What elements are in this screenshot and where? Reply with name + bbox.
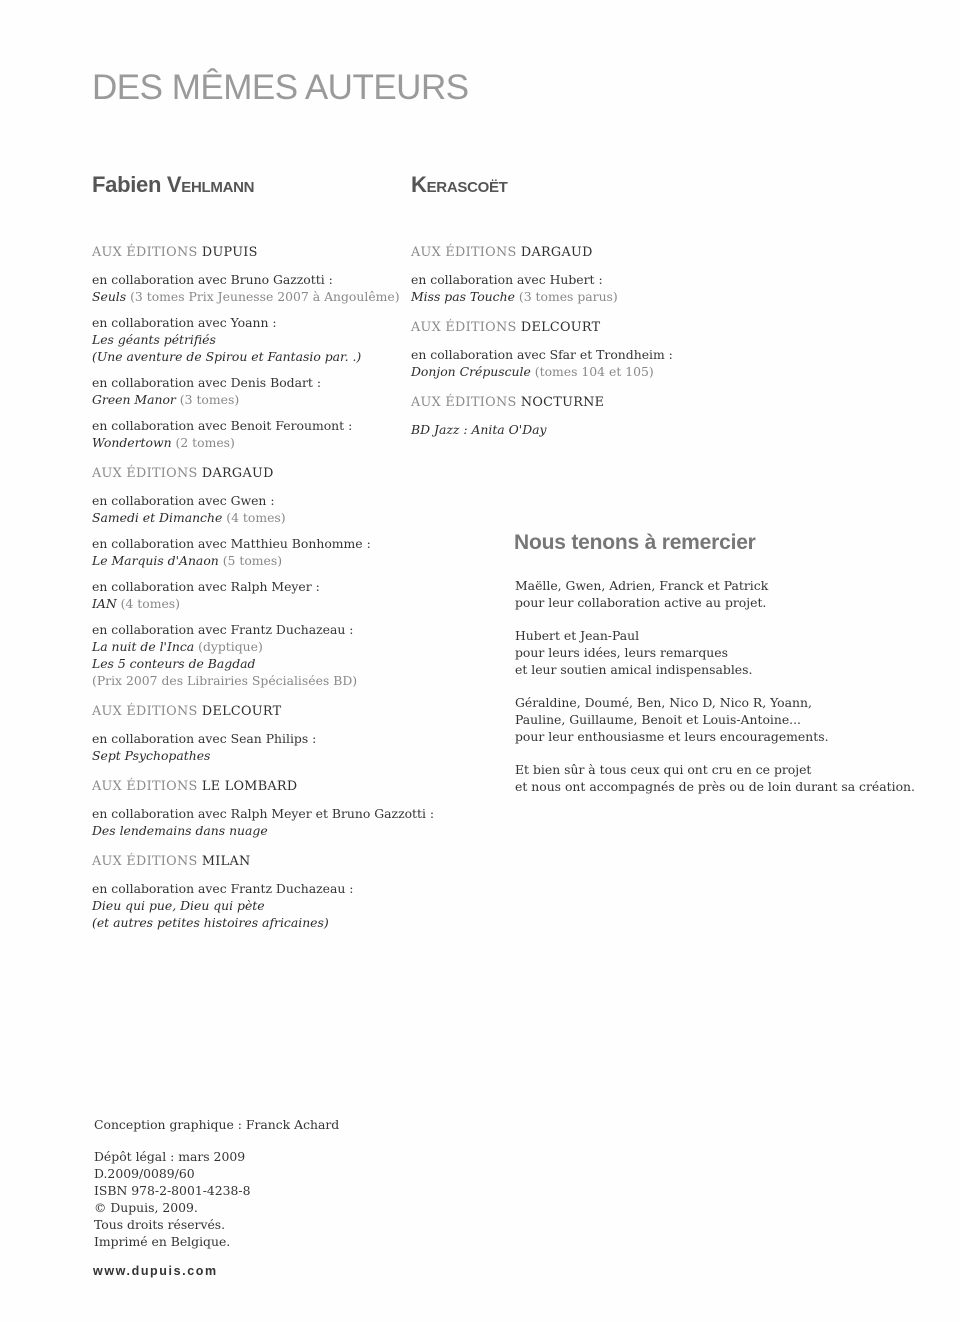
publisher-section — [411, 319, 711, 380]
book-note: (2 tomes) — [171, 435, 235, 450]
bibliography-entry — [92, 314, 422, 365]
bibliography-entry — [92, 417, 422, 451]
collaboration-line: en collaboration avec Yoann : — [92, 315, 277, 330]
thanks-line: Pauline, Guillaume, Benoit et Louis-Antoine... — [515, 712, 802, 727]
book-line — [92, 655, 422, 672]
thanks-line: et leur soutien amical indispensables. — [515, 662, 753, 677]
book-note: (4 tomes) — [222, 510, 286, 525]
thanks-line: pour leurs idées, leurs remarques — [515, 645, 728, 660]
book-title: Les géants pétrifiés — [92, 332, 216, 347]
book-line — [411, 421, 711, 438]
publisher-section — [92, 244, 422, 451]
depot-legal: Dépôt légal : mars 2009 — [94, 1149, 246, 1164]
publisher-name: MILAN — [201, 854, 251, 869]
publisher-name: DUPUIS — [201, 245, 258, 260]
book-line — [92, 638, 422, 655]
bibliography-vehlmann — [92, 244, 435, 931]
colophon — [94, 1116, 339, 1265]
publisher-section — [92, 853, 422, 931]
bibliography-entry — [92, 271, 422, 305]
publisher-prefix: AUX ÉDITIONS — [411, 395, 517, 410]
book-title: Samedi et Dimanche — [92, 510, 223, 525]
design-credit: Conception graphique : Franck Achard — [94, 1117, 340, 1132]
publisher-heading — [92, 244, 422, 261]
book-note: (tomes 104 et 105) — [530, 364, 654, 379]
collaboration-line: en collaboration avec Ralph Meyer et Bruno Gazzotti : — [92, 806, 435, 821]
bibliography-entry — [411, 346, 711, 380]
author-column-vehlmann — [92, 172, 435, 945]
author-name-vehlmann — [92, 172, 422, 198]
collaboration-line: en collaboration avec Frantz Duchazeau : — [92, 881, 354, 896]
book-note: (dyptique) — [194, 639, 263, 654]
book-title: (et autres petites histoires africaines) — [92, 915, 329, 930]
publisher-name: DARGAUD — [201, 466, 274, 481]
thanks-line: Et bien sûr à tous ceux qui ont cru en ce projet — [515, 762, 812, 777]
rights: Tous droits réservés. — [94, 1217, 226, 1232]
publisher-name: DELCOURT — [520, 320, 601, 335]
publisher-prefix: AUX ÉDITIONS — [92, 854, 198, 869]
book-note: (5 tomes) — [218, 553, 283, 568]
publisher-section — [411, 394, 711, 438]
author-name-kerascoet — [411, 172, 711, 198]
publisher-prefix: AUX ÉDITIONS — [411, 320, 517, 335]
bibliography-entry — [92, 492, 422, 526]
bibliography-entry — [92, 535, 422, 569]
bibliography-kerascoet — [411, 244, 711, 438]
publisher-section — [411, 244, 711, 305]
collaboration-line: en collaboration avec Denis Bodart : — [92, 375, 321, 390]
book-line — [92, 331, 422, 348]
book-line — [92, 914, 422, 931]
thanks-paragraph — [515, 577, 935, 611]
bibliography-entry — [92, 730, 422, 764]
page-title: DES MÊMES AUTEURS — [92, 68, 469, 107]
book-title: Seuls — [92, 289, 127, 304]
publisher-heading — [92, 778, 422, 795]
book-line — [92, 897, 422, 914]
thanks-title: Nous tenons à remercier — [514, 531, 756, 554]
publisher-prefix: AUX ÉDITIONS — [92, 466, 198, 481]
thanks-line: Géraldine, Doumé, Ben, Nico D, Nico R, Yoann, — [515, 695, 812, 710]
publisher-website-link[interactable]: www.dupuis.com — [93, 1264, 218, 1278]
author-column-kerascoet — [411, 172, 711, 452]
book-title: La nuit de l'Inca — [92, 639, 195, 654]
depot-number: D.2009/0089/60 — [94, 1166, 195, 1181]
thanks-line: Hubert et Jean-Paul — [515, 628, 640, 643]
book-title: BD Jazz : Anita O'Day — [411, 422, 547, 437]
isbn: ISBN 978-2-8001-4238-8 — [94, 1183, 251, 1198]
publisher-heading — [411, 244, 711, 261]
book-title: Le Marquis d'Anaon — [92, 553, 219, 568]
book-line — [92, 552, 422, 569]
book-note: (3 tomes) — [175, 392, 240, 407]
publisher-name: NOCTURNE — [520, 395, 605, 410]
thanks-line: pour leur collaboration active au projet. — [515, 595, 767, 610]
printed-in: Imprimé en Belgique. — [94, 1234, 231, 1249]
publisher-section — [92, 703, 422, 764]
bibliography-entry — [92, 621, 422, 689]
book-note: (4 tomes) — [116, 596, 180, 611]
book-line — [92, 348, 422, 365]
collaboration-line: en collaboration avec Sfar et Trondheim : — [411, 347, 673, 362]
collaboration-line: en collaboration avec Matthieu Bonhomme : — [92, 536, 371, 551]
publisher-section — [92, 465, 422, 689]
collaboration-line: en collaboration avec Frantz Duchazeau : — [92, 622, 354, 637]
bibliography-entry — [92, 374, 422, 408]
thanks-line: pour leur enthousiasme et leurs encouragements. — [515, 729, 829, 744]
thanks-line: et nous ont accompagnés de près ou de loin durant sa création. — [515, 779, 915, 794]
bibliography-entry — [411, 421, 711, 438]
collaboration-line: en collaboration avec Gwen : — [92, 493, 275, 508]
book-title: Green Manor — [92, 392, 176, 407]
thanks-paragraph — [515, 627, 935, 678]
depot-legal-line — [94, 1148, 339, 1182]
book-note: (3 tomes parus) — [514, 289, 618, 304]
publisher-name: DARGAUD — [520, 245, 593, 260]
author-last-name: Vehlmann — [166, 172, 255, 197]
collaboration-line: en collaboration avec Benoit Feroumont : — [92, 418, 353, 433]
publisher-prefix: AUX ÉDITIONS — [411, 245, 517, 260]
author-first-name: Fabien — [92, 172, 162, 197]
collaboration-line: en collaboration avec Ralph Meyer : — [92, 579, 320, 594]
bibliography-entry — [92, 880, 422, 931]
publisher-heading — [411, 319, 711, 336]
publisher-heading — [92, 853, 422, 870]
book-title: Miss pas Touche — [411, 289, 515, 304]
book-line — [92, 822, 422, 839]
book-title: Sept Psychopathes — [92, 748, 211, 763]
book-line — [92, 509, 422, 526]
publisher-heading — [411, 394, 711, 411]
bibliography-entry — [92, 578, 422, 612]
publisher-prefix: AUX ÉDITIONS — [92, 704, 198, 719]
thanks-paragraph — [515, 761, 935, 795]
book-line — [411, 363, 711, 380]
author-name: Kerascoët — [411, 172, 508, 197]
book-note: (3 tomes Prix Jeunesse 2007 à Angoulême) — [126, 289, 400, 304]
book-line — [92, 747, 422, 764]
book-line — [92, 672, 422, 689]
book-title: Dieu qui pue, Dieu qui pète — [92, 898, 265, 913]
bibliography-entry — [411, 271, 711, 305]
collaboration-line: en collaboration avec Bruno Gazzotti : — [92, 272, 333, 287]
publisher-name: LE LOMBARD — [201, 779, 298, 794]
book-line — [411, 288, 711, 305]
thanks-paragraph — [515, 694, 935, 745]
collaboration-line: en collaboration avec Hubert : — [411, 272, 603, 287]
copyright: © Dupuis, 2009. — [94, 1200, 198, 1215]
book-title: Les 5 conteurs de Bagdad — [92, 656, 256, 671]
book-title: IAN — [92, 596, 117, 611]
publisher-name: DELCOURT — [201, 704, 282, 719]
book-title: (Une aventure de Spirou et Fantasio par. .) — [92, 349, 362, 364]
publisher-heading — [92, 465, 422, 482]
book-note: (Prix 2007 des Librairies Spécialisées BD) — [92, 673, 358, 688]
collaboration-line: en collaboration avec Sean Philips : — [92, 731, 317, 746]
book-title: Des lendemains dans nuage — [92, 823, 268, 838]
thanks-text — [515, 577, 935, 811]
book-title: Wondertown — [92, 435, 172, 450]
book-line — [92, 595, 422, 612]
publisher-prefix: AUX ÉDITIONS — [92, 779, 198, 794]
book-line — [92, 288, 422, 305]
thanks-line: Maëlle, Gwen, Adrien, Franck et Patrick — [515, 578, 769, 593]
book-title: Donjon Crépuscule — [411, 364, 531, 379]
publisher-prefix: AUX ÉDITIONS — [92, 245, 198, 260]
publisher-section — [92, 778, 435, 839]
book-line — [92, 391, 422, 408]
book-line — [92, 434, 422, 451]
publisher-heading — [92, 703, 422, 720]
bibliography-entry — [92, 805, 435, 839]
